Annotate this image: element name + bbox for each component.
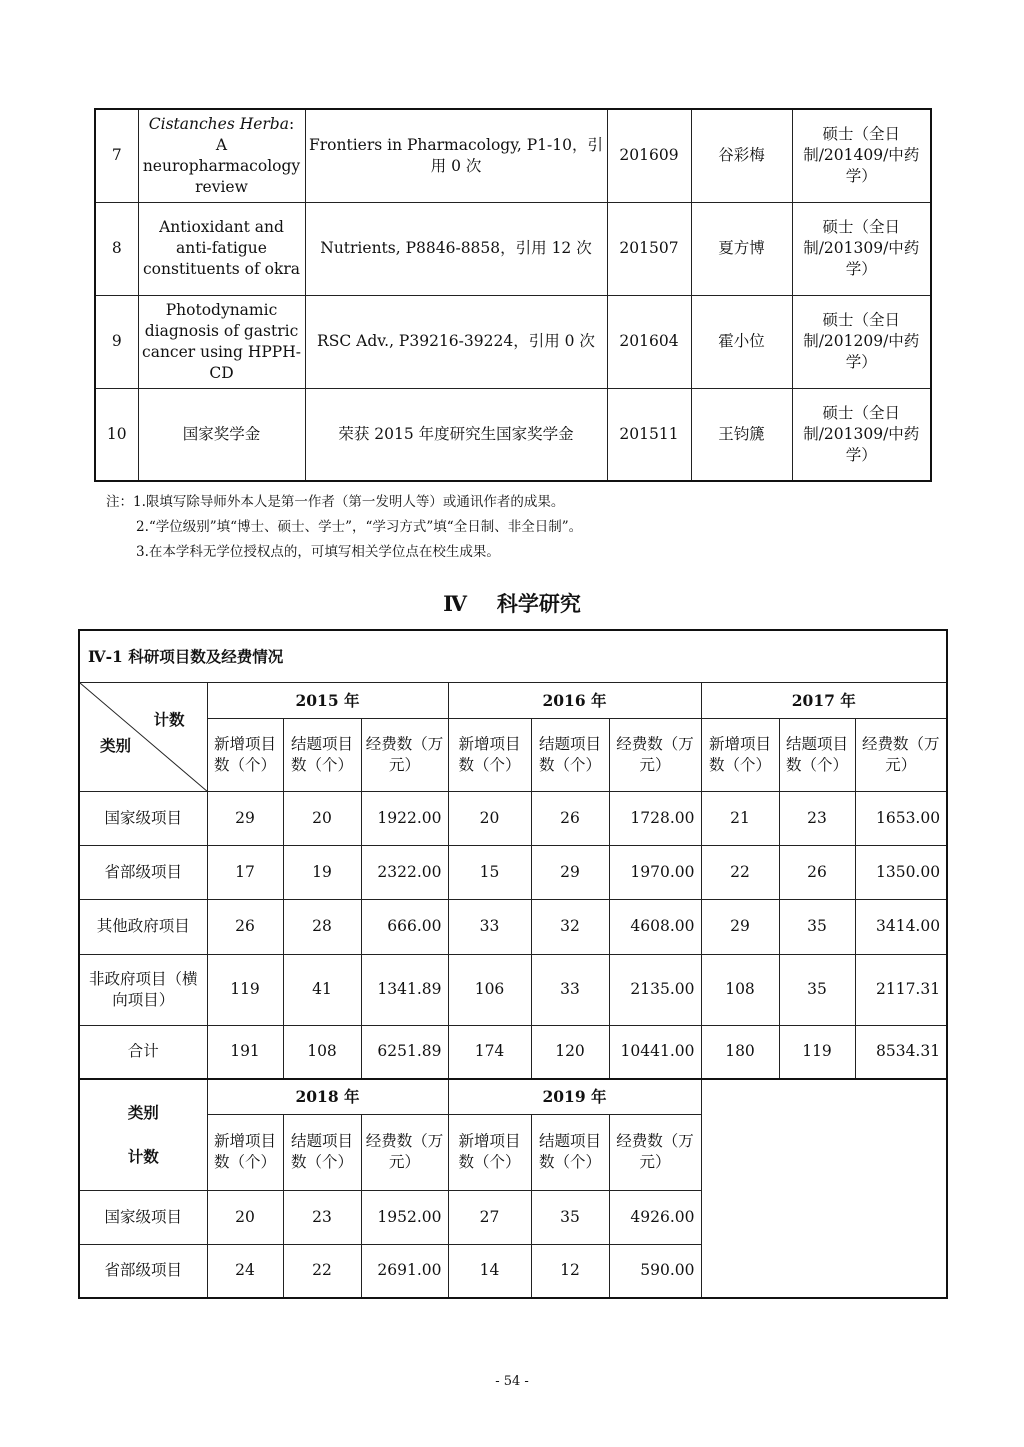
funding-value: 3414.00	[855, 899, 947, 954]
funding-value: 2691.00	[361, 1244, 448, 1298]
funding-value: 590.00	[609, 1244, 701, 1298]
count-value: 120	[531, 1025, 609, 1079]
funding-row	[79, 1190, 947, 1244]
count-value: 27	[448, 1190, 531, 1244]
diag-category-label: 类别	[100, 735, 132, 755]
publication-source: Nutrients, P8846-8858，引用 12 次	[305, 202, 607, 295]
count-value: 26	[531, 791, 609, 845]
title-text: : A neuropharmacology review	[142, 114, 301, 196]
column-header-row	[79, 1114, 947, 1190]
column-header: 经费数（万元）	[361, 1114, 448, 1190]
category-label-top: 类别	[127, 1102, 159, 1122]
count-value: 180	[701, 1025, 779, 1079]
count-value: 22	[701, 845, 779, 899]
research-funding-table	[78, 629, 948, 1299]
count-value: 12	[531, 1244, 609, 1298]
count-value: 17	[207, 845, 283, 899]
category-label: 其他政府项目	[79, 899, 207, 954]
funding-row	[79, 791, 947, 845]
count-value: 119	[779, 1025, 855, 1079]
count-value: 20	[207, 1190, 283, 1244]
category-label: 省部级项目	[79, 1244, 207, 1298]
column-header: 新增项目数（个）	[448, 1114, 531, 1190]
title-text: Antioxidant and anti-fatigue constituents of okra	[143, 218, 300, 278]
achievement-date: 201511	[607, 388, 691, 481]
count-value: 23	[283, 1190, 361, 1244]
count-value: 35	[531, 1190, 609, 1244]
funding-row	[79, 954, 947, 1025]
achievement-row	[95, 202, 931, 295]
row-number: 10	[95, 388, 138, 481]
empty-cell	[701, 1079, 947, 1114]
funding-value: 6251.89	[361, 1025, 448, 1079]
year-header: 2017 年	[701, 682, 947, 718]
empty-cell	[701, 1114, 947, 1190]
degree-info: 硕士（全日制/201209/中药学）	[792, 295, 931, 388]
publication-source: Frontiers in Pharmacology, P1-10，引用 0 次	[305, 109, 607, 202]
column-header: 新增项目数（个）	[207, 718, 283, 791]
student-name: 王钧篪	[691, 388, 792, 481]
degree-info: 硕士（全日制/201309/中药学）	[792, 202, 931, 295]
column-header: 结题项目数（个）	[531, 1114, 609, 1190]
count-value: 108	[701, 954, 779, 1025]
note-1: 注：1.限填写除导师外本人是第一作者（第一发明人等）或通讯作者的成果。	[106, 494, 565, 510]
count-value: 106	[448, 954, 531, 1025]
count-value: 14	[448, 1244, 531, 1298]
empty-cell	[701, 1244, 947, 1298]
column-header: 结题项目数（个）	[283, 718, 361, 791]
diag-count-label: 计数	[153, 709, 185, 729]
column-header: 经费数（万元）	[609, 718, 701, 791]
count-value: 108	[283, 1025, 361, 1079]
degree-info: 硕士（全日制/201409/中药学）	[792, 109, 931, 202]
note-3: 3.在本学科无学位授权点的，可填写相关学位点在校生成果。	[136, 544, 500, 560]
category-label: 国家级项目	[79, 791, 207, 845]
year-header: 2015 年	[207, 682, 448, 718]
category-label: 合计	[79, 1025, 207, 1079]
funding-row	[79, 845, 947, 899]
funding-value: 8534.31	[855, 1025, 947, 1079]
diagonal-header	[79, 682, 207, 791]
count-value: 29	[531, 845, 609, 899]
column-header: 结题项目数（个）	[531, 718, 609, 791]
funding-value: 1922.00	[361, 791, 448, 845]
section-heading: 科学研究	[496, 591, 581, 616]
degree-info: 硕士（全日制/201309/中药学）	[792, 388, 931, 481]
section-title	[0, 588, 1024, 618]
category-label: 非政府项目（横向项目）	[79, 954, 207, 1025]
count-value: 191	[207, 1025, 283, 1079]
achievement-row	[95, 388, 931, 481]
count-value: 26	[779, 845, 855, 899]
publication-source: 荣获 2015 年度研究生国家奖学金	[305, 388, 607, 481]
count-value: 26	[207, 899, 283, 954]
row-number: 7	[95, 109, 138, 202]
category-label: 省部级项目	[79, 845, 207, 899]
funding-value: 1653.00	[855, 791, 947, 845]
category-count-header	[79, 1079, 207, 1190]
count-value: 35	[779, 954, 855, 1025]
achievement-title	[138, 202, 305, 295]
column-header: 新增项目数（个）	[701, 718, 779, 791]
count-value: 23	[779, 791, 855, 845]
title-text: Photodynamic diagnosis of gastric cancer using HPPH-CD	[142, 300, 301, 382]
column-header: 经费数（万元）	[855, 718, 947, 791]
column-header: 结题项目数（个）	[779, 718, 855, 791]
count-value: 19	[283, 845, 361, 899]
count-value: 35	[779, 899, 855, 954]
funding-value: 4926.00	[609, 1190, 701, 1244]
funding-value: 2117.31	[855, 954, 947, 1025]
publication-source: RSC Adv., P39216-39224，引用 0 次	[305, 295, 607, 388]
funding-value: 1952.00	[361, 1190, 448, 1244]
section-numeral: Ⅳ	[443, 591, 467, 616]
count-value: 32	[531, 899, 609, 954]
year-header-row	[79, 1079, 947, 1114]
count-value: 22	[283, 1244, 361, 1298]
count-value: 20	[283, 791, 361, 845]
funding-value: 10441.00	[609, 1025, 701, 1079]
achievement-title	[138, 388, 305, 481]
achievement-title	[138, 295, 305, 388]
funding-value: 2322.00	[361, 845, 448, 899]
funding-row	[79, 1244, 947, 1298]
funding-value: 1341.89	[361, 954, 448, 1025]
student-name: 夏方博	[691, 202, 792, 295]
year-header: 2016 年	[448, 682, 701, 718]
achievement-row	[95, 295, 931, 388]
count-value: 15	[448, 845, 531, 899]
page-number: - 54 -	[495, 1374, 529, 1389]
count-value: 33	[448, 899, 531, 954]
table-subtitle: Ⅳ-1 科研项目数及经费情况	[79, 630, 947, 682]
achievement-title	[138, 109, 305, 202]
achievement-date: 201604	[607, 295, 691, 388]
funding-value: 1970.00	[609, 845, 701, 899]
count-value: 33	[531, 954, 609, 1025]
achievement-row	[95, 109, 931, 202]
funding-value: 1350.00	[855, 845, 947, 899]
row-number: 8	[95, 202, 138, 295]
title-text: 国家奖学金	[182, 424, 261, 443]
title-italic: Cistanches Herba	[148, 114, 289, 133]
table-notes	[106, 490, 582, 565]
count-value: 119	[207, 954, 283, 1025]
funding-row	[79, 1025, 947, 1079]
column-header: 新增项目数（个）	[207, 1114, 283, 1190]
note-2: 2.“学位级别”填“博士、硕士、学士”，“学习方式”填“全日制、非全日制”。	[136, 519, 583, 535]
count-value: 29	[701, 899, 779, 954]
count-value: 20	[448, 791, 531, 845]
column-header: 新增项目数（个）	[448, 718, 531, 791]
count-label-bottom: 计数	[127, 1146, 159, 1166]
column-header: 经费数（万元）	[609, 1114, 701, 1190]
row-number: 9	[95, 295, 138, 388]
achievement-date: 201507	[607, 202, 691, 295]
funding-value: 2135.00	[609, 954, 701, 1025]
funding-row	[79, 899, 947, 954]
funding-value: 1728.00	[609, 791, 701, 845]
empty-cell	[701, 1190, 947, 1244]
funding-value: 666.00	[361, 899, 448, 954]
category-label: 国家级项目	[79, 1190, 207, 1244]
count-value: 41	[283, 954, 361, 1025]
count-value: 28	[283, 899, 361, 954]
count-value: 24	[207, 1244, 283, 1298]
year-header: 2019 年	[448, 1079, 701, 1114]
column-header: 结题项目数（个）	[283, 1114, 361, 1190]
student-name: 谷彩梅	[691, 109, 792, 202]
year-header: 2018 年	[207, 1079, 448, 1114]
column-header: 经费数（万元）	[361, 718, 448, 791]
count-value: 174	[448, 1025, 531, 1079]
count-value: 21	[701, 791, 779, 845]
funding-value: 4608.00	[609, 899, 701, 954]
student-name: 霍小位	[691, 295, 792, 388]
achievement-date: 201609	[607, 109, 691, 202]
achievements-table	[94, 108, 932, 482]
count-value: 29	[207, 791, 283, 845]
